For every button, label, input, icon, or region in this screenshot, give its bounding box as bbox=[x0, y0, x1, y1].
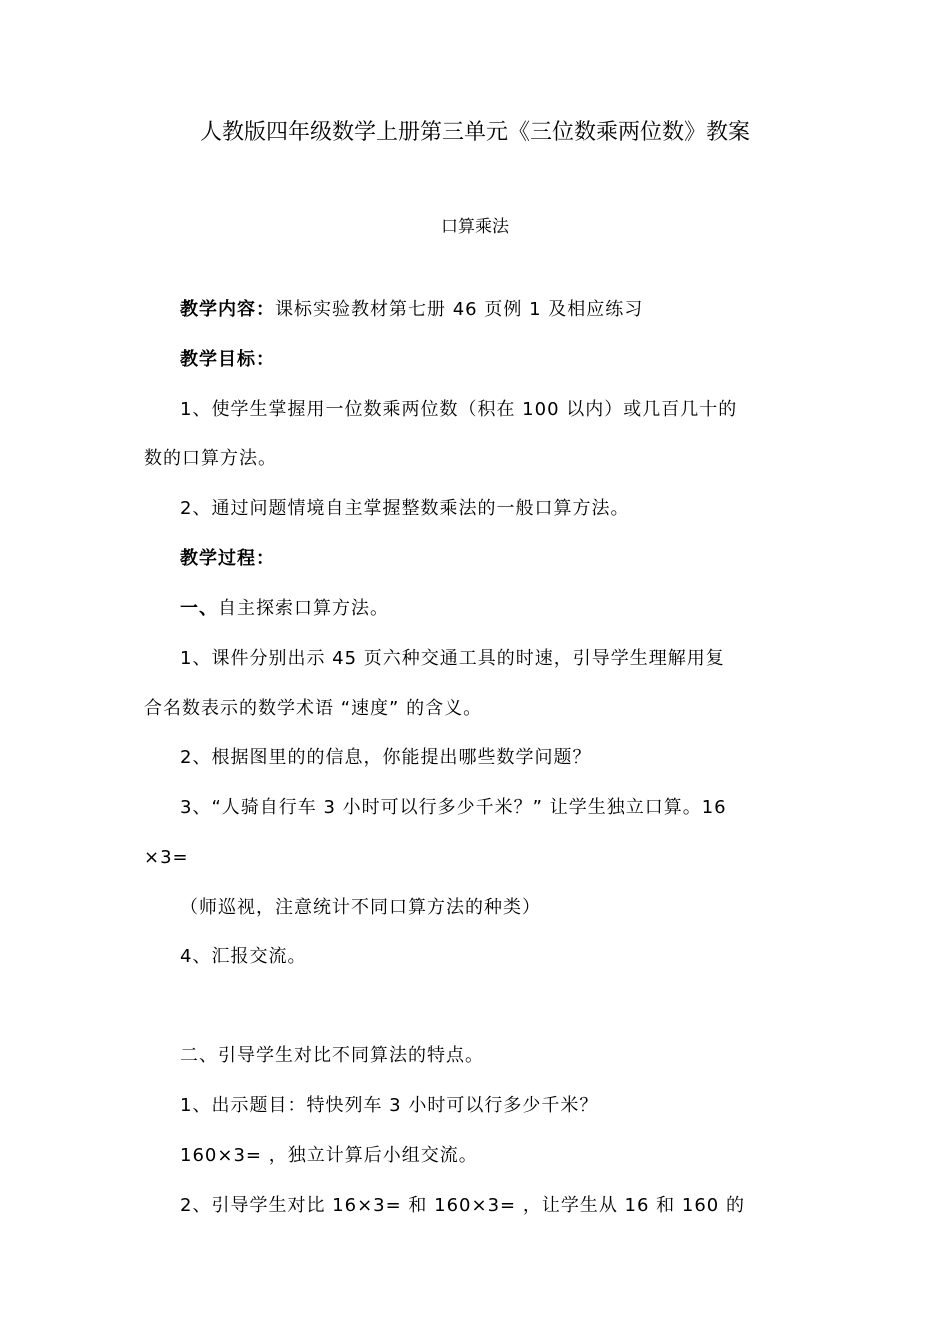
section-2-heading: 二、引导学生对比不同算法的特点。 bbox=[180, 1045, 484, 1066]
teaching-goals-heading: 教学目标： bbox=[180, 349, 275, 370]
goal-2: 2、通过问题情境自主掌握整数乘法的一般口算方法。 bbox=[180, 498, 630, 519]
goal-1-line-2: 数的口算方法。 bbox=[144, 448, 277, 469]
teaching-content-text: 课标实验教材第七册 46 页例 1 及相应练习 bbox=[275, 299, 644, 320]
section-1-item-2: 2、根据图里的的信息，你能提出哪些数学问题？ bbox=[180, 747, 592, 768]
section-1-item-3-line-1: 3、“人骑自行车 3 小时可以行多少千米？” 让学生独立口算。16 bbox=[180, 797, 727, 818]
section-2-expression: 160×3= ，独立计算后小组交流。 bbox=[180, 1145, 478, 1166]
section-2-item-1: 1、出示题目：特快列车 3 小时可以行多少千米？ bbox=[180, 1095, 599, 1116]
teaching-content-line bbox=[180, 295, 643, 325]
teaching-process-heading: 教学过程： bbox=[180, 548, 275, 569]
section-1-heading bbox=[180, 594, 389, 624]
goal-1-line-1: 1、使学生掌握用一位数乘两位数（积在 100 以内）或几百几十的 bbox=[180, 399, 738, 420]
section-2-item-2: 2、引导学生对比 16×3= 和 160×3= ，让学生从 16 和 160 的 bbox=[180, 1195, 745, 1216]
section-1-item-1-line-2: 合名数表示的数学术语 “速度” 的含义。 bbox=[144, 698, 483, 719]
section-1-note: （师巡视，注意统计不同口算方法的种类） bbox=[180, 897, 541, 918]
document-title: 人教版四年级数学上册第三单元《三位数乘两位数》教案 bbox=[199, 120, 750, 145]
lesson-subtitle: 口算乘法 bbox=[441, 217, 509, 237]
section-1-item-3-line-2: ×3= bbox=[144, 847, 189, 868]
section-1-item-1-line-1: 1、课件分别出示 45 页六种交通工具的时速，引导学生理解用复 bbox=[180, 648, 725, 669]
section-1-item-4: 4、汇报交流。 bbox=[180, 946, 307, 967]
section-1-number: 一、 bbox=[180, 598, 218, 619]
section-1-title: 自主探索口算方法。 bbox=[218, 598, 389, 619]
teaching-content-label: 教学内容： bbox=[180, 299, 275, 320]
